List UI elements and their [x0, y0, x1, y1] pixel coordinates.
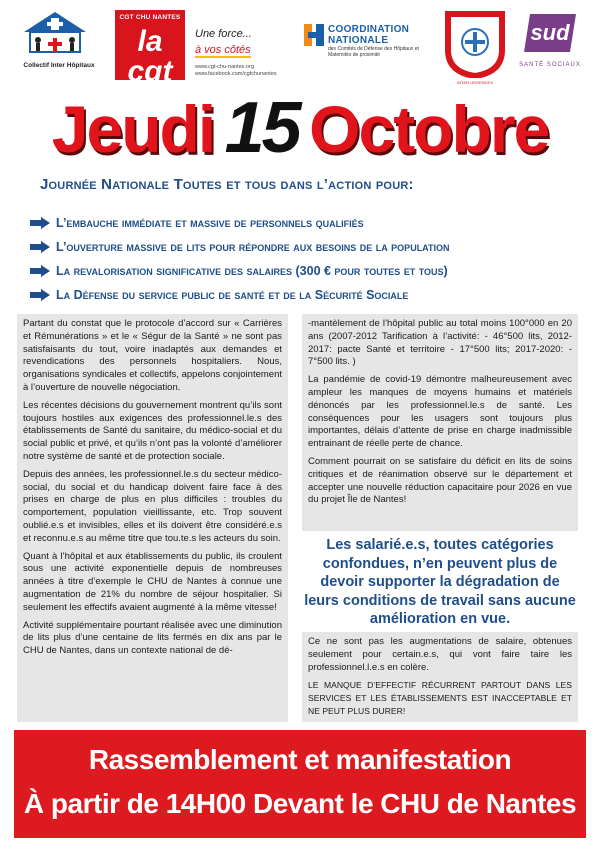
paragraph: Ce ne sont pas les augmentations de salaire, obtenues seulement pour certain.e.s, qui vont faire taire les professionnel.l.e.s en colère. [308, 636, 572, 673]
banner-line-1: Rassemblement et manifestation [88, 744, 512, 775]
bottom-right-panel [302, 632, 578, 722]
arrow-right-icon [30, 289, 50, 301]
banner-line-2: À partir de 14H00 Devant le CHU de Nantes [23, 788, 577, 819]
inter-urgences-label: INTER URGENCES [457, 80, 493, 85]
demand-text: L’embauche immédiate et massive de personnels qualifiés [56, 216, 364, 230]
demand-item [30, 283, 590, 307]
cgt-logo [115, 10, 185, 88]
subtitle: Journée Nationale Toutes et tous dans l’action pour: [40, 176, 414, 193]
demand-text: La revalorisation significative des salaires (300 € pour toutes et tous) [56, 264, 448, 278]
coordination-title: COORDINATION NATIONALE [328, 24, 410, 46]
title-day: Jeudi [51, 92, 215, 166]
arrow-right-icon [30, 265, 50, 277]
coordination-emblem-icon [302, 20, 326, 50]
page-title [0, 88, 600, 168]
inter-urgences-shield-icon [440, 10, 510, 78]
callout-statement: Les salarié.e.s, toutes catégories confondues, n’en peuvent plus de devoir supporter la dégradation de leurs conditions de travail sans aucune amélioration en vue. [304, 537, 576, 627]
sud-sante-sociaux-logo [515, 10, 585, 68]
cgt-web: www.cgt-chu-nantes.org [195, 64, 254, 70]
paragraph: -mantèlement de l’hôpital public au total moins 100°000 en 20 ans (2007-2012 Tarification à l’activité: - 46°500 lits, 2012-2017: pacte Santé et territoire - 17°500 lits; 2017-2020: - 7°500 lits. ) [308, 318, 572, 368]
paragraph: Depuis des années, les professionnel.le.s du secteur médico-social, du social et du handicap doivent faire face à des prises en charge de plus en plus difficiles : troubles du comportement, population vieillissante, etc. Trop souvent oublié.e.s et invisibles, elles et ils doivent être considéré.e.s et reconnu.e.s au même titre que tou.te.s les acteurs du soin. [23, 468, 282, 544]
arrow-right-icon [30, 241, 50, 253]
paragraph: Partant du constat que le protocole d’accord sur « Carrières et Rémunérations » et le « Ségur de la Santé » ne sont pas satisfaisants du tout, voire inadaptés aux demandes et revendications des personnels hospitaliers. Nous, organisations syndicales et collectifs, appelons conjointement à l’ouverture de nouvelle négociation. [23, 318, 282, 393]
left-text-panel [17, 314, 288, 722]
event-banner [14, 730, 586, 838]
demand-item [30, 235, 590, 259]
cgt-facebook: www.facebook.com/cgtchunantes [195, 71, 277, 77]
paragraph: Quant à l’hôpital et aux établissements du public, ils croulent sous une activité exponentielle depuis de nombreuses années à titre d’exemple le CHU de Nantes à connue une augmentation de 21% du nombre de séjour hospitalier. Si seulement les effectifs avaient augmenté à la même vitesse! [23, 550, 282, 613]
collectif-inter-hopitaux-logo [20, 10, 98, 69]
paragraph: Comment pourrait on se satisfaire du déficit en lits de soins critiques et de réanimation observé sur le département et accepter une nouvelle réduction capacitaire pour 2026 en vue du projet Île de Nantes! [308, 455, 572, 506]
paragraph-uppercase: LE MANQUE D’EFFECTIF RÉCURRENT PARTOUT DANS LES SERVICES ET LES ÉTABLISSEMENTS EST INACCEPTABLE ET NE PEUT PLUS DURER! [308, 680, 572, 716]
cgt-brand: la cgt [127, 25, 173, 88]
logo-row [20, 10, 581, 88]
arrow-right-icon [30, 217, 50, 229]
cgt-slogan-2: à vos côtés [195, 44, 251, 56]
cgt-slogan-1: Une force... [195, 28, 252, 40]
demand-text: L’ouverture massive de lits pour répondre aux besoins de la population [56, 240, 450, 254]
sud-subtitle: SANTÉ SOCIAUX [519, 62, 581, 68]
demand-item [30, 259, 590, 283]
coordination-nationale-logo [302, 10, 442, 58]
right-text-panel [302, 314, 578, 531]
demand-item [30, 211, 590, 235]
cgt-top-label: CGT CHU NANTES [119, 14, 181, 21]
paragraph: Les récentes décisions du gouvernement montrent qu’ils sont toujours hostiles aux exigences des professionnel.le.s des établissements de Santé du sanitaire, du médico-social et du social public et privé, et qu’ils n’ont pas la volonté d’améliorer notre système de santé et de protection sociale. [23, 399, 282, 462]
paragraph: La pandémie de covid-19 démontre malheureusement avec ampleur les manques de moyens humains et matériels dénoncés par les professionnel.le.s de santé. Les conséquences pour les usagers sont toujours plus importantes, délais d’attente de prise en charge inadmissible entrainant de réelle perte de chance. [308, 374, 572, 450]
demand-text: La Défense du service public de santé et de la Sécurité Sociale [56, 288, 409, 302]
collectif-label: Collectif Inter Hôpitaux [23, 62, 95, 69]
title-month: Octobre [309, 92, 549, 166]
coordination-subtitle: des Comités de Défense des Hôpitaux et Maternités de proximité [328, 46, 419, 58]
sud-brand: sud [530, 20, 570, 45]
paragraph: Activité supplémentaire pourtant réalisée avec une diminution de lits plus d’une centaine de lits fermés en dix ans par le CHU de Nantes, dans un contexte national de dé- [23, 619, 282, 657]
inter-urgences-logo [440, 10, 510, 85]
hospital-house-icon [20, 10, 90, 54]
demands-list [30, 211, 590, 307]
title-number: 15 [224, 88, 299, 168]
cgt-slogan [195, 28, 305, 78]
